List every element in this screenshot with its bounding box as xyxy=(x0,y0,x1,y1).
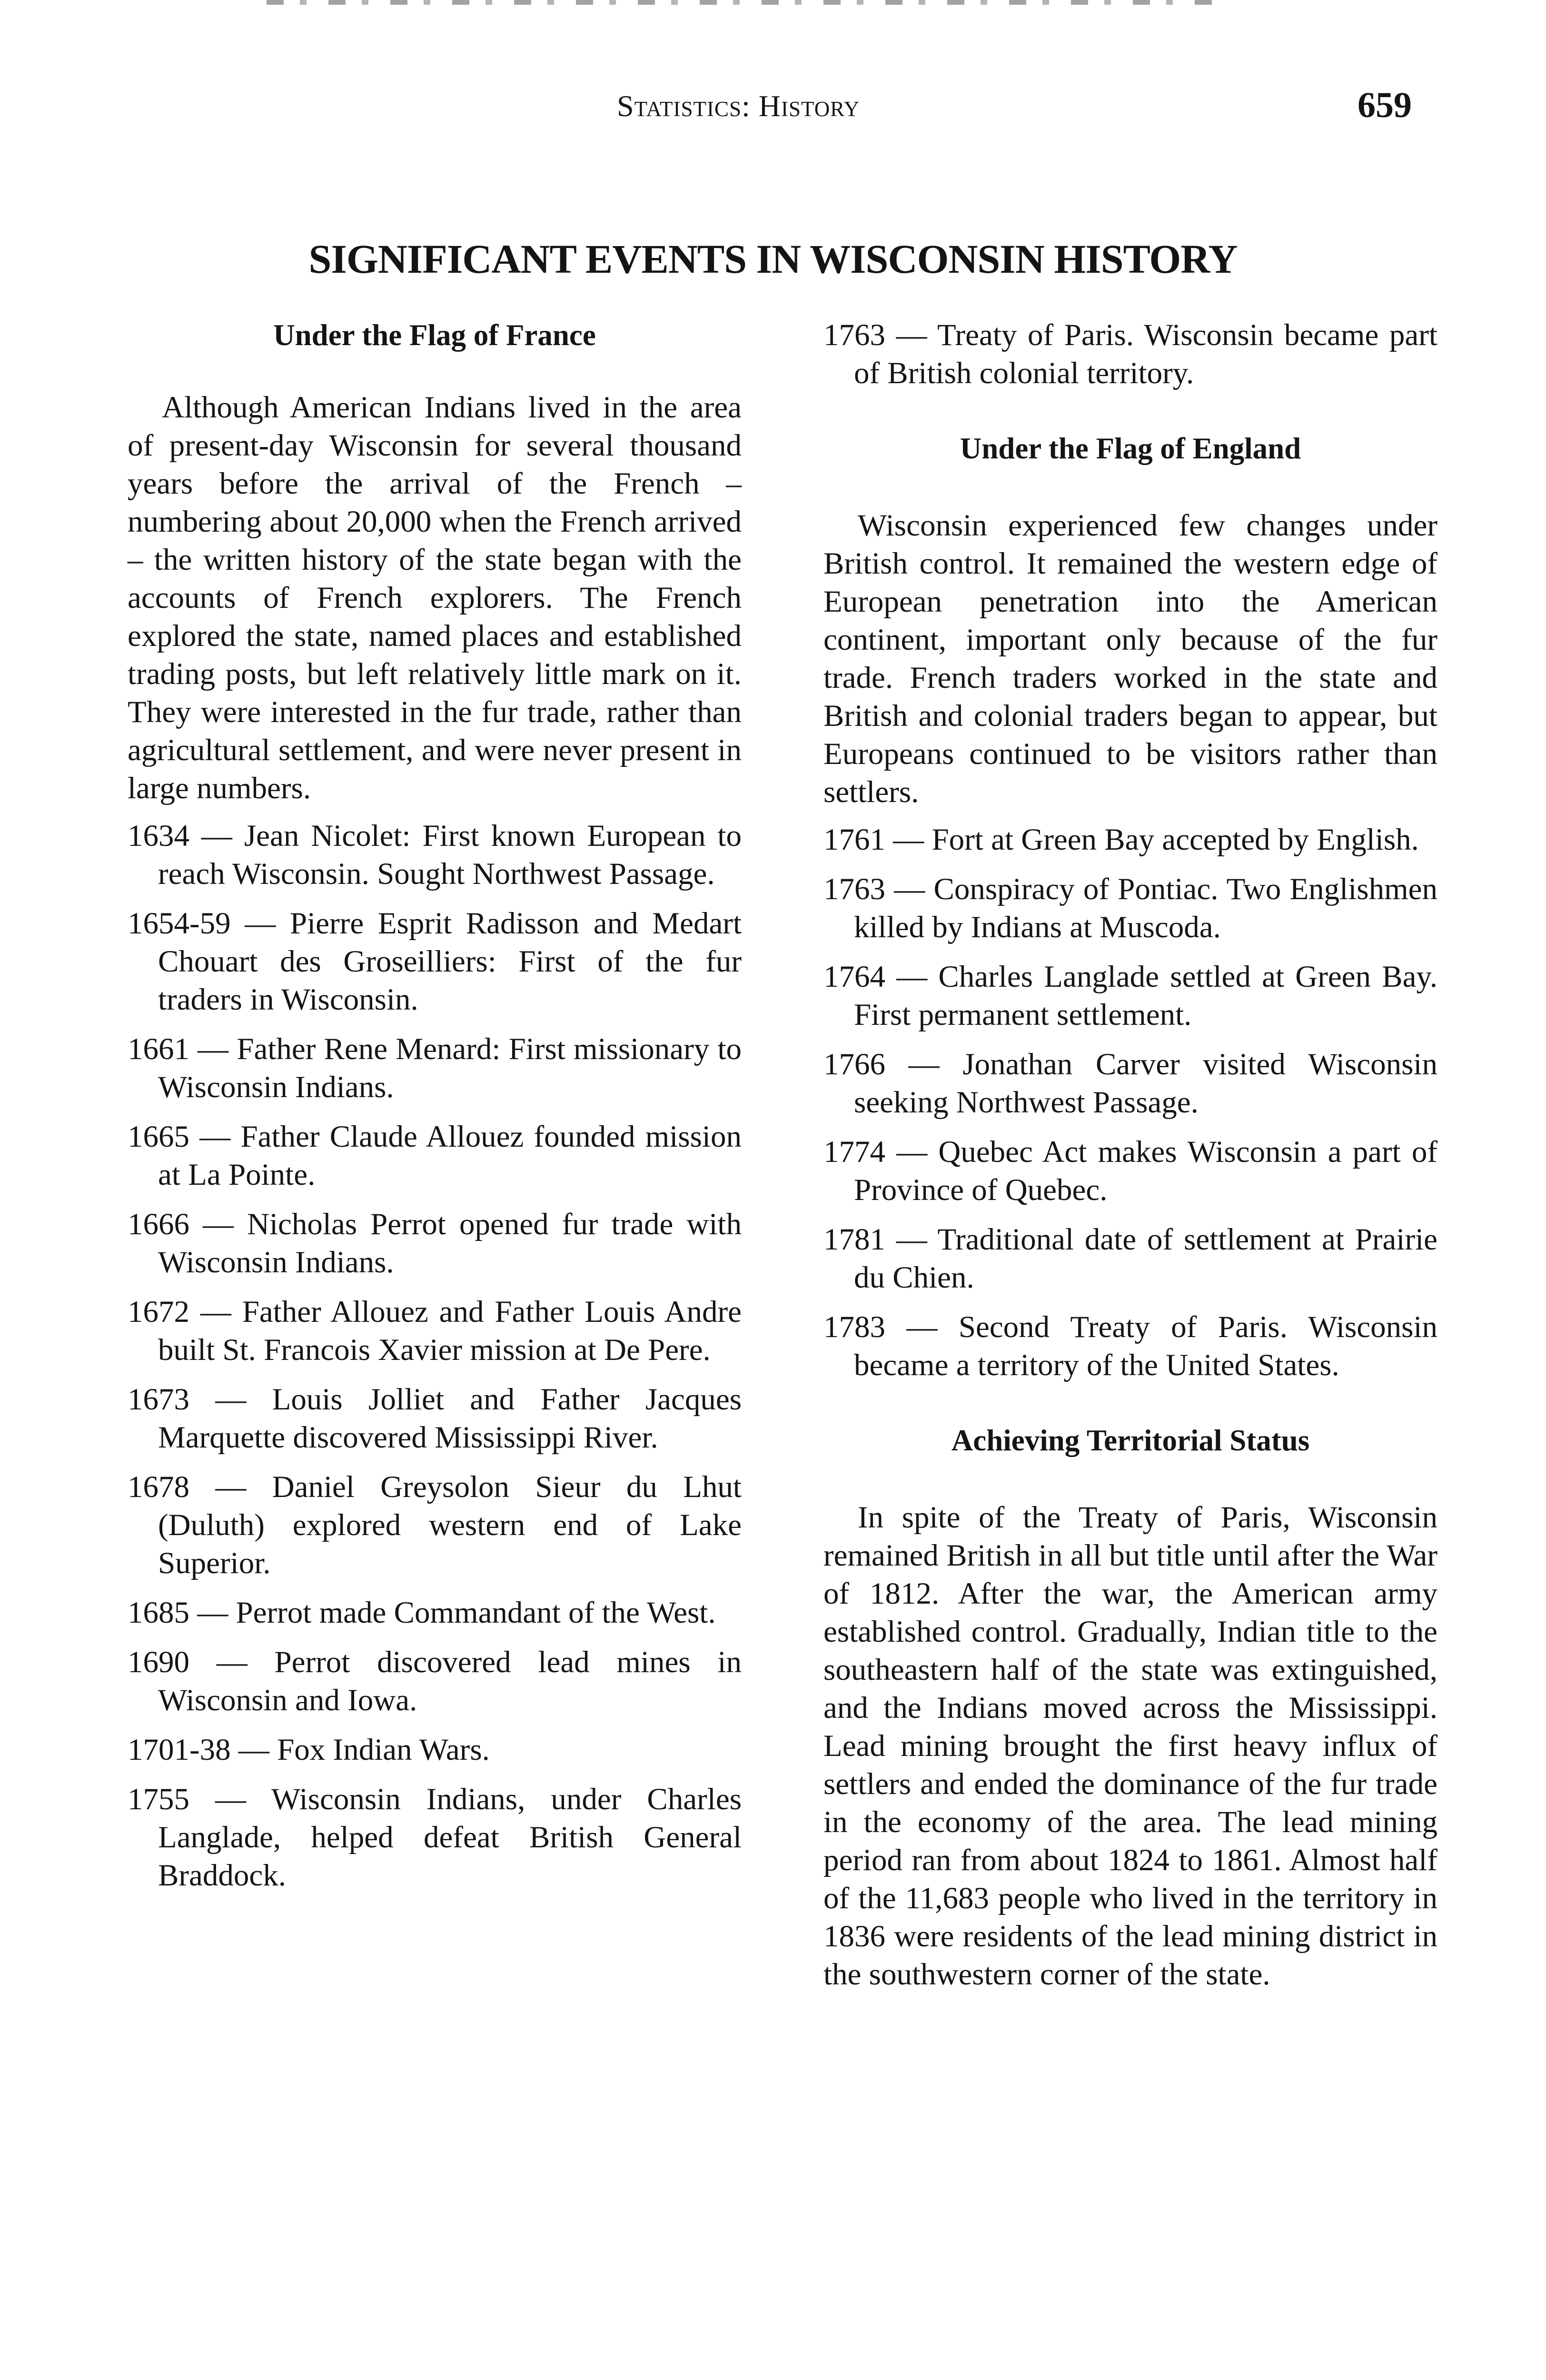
event-entry: 1690 — Perrot discovered lead mines in Wisconsin and Iowa. xyxy=(128,1645,742,1717)
event-entry: 1678 — Daniel Greysolon Sieur du Lhut (Duluth) explored western end of Lake Superior. xyxy=(128,1470,742,1580)
england-intro-paragraph: Wisconsin experienced few changes under British control. It remained the western edge of European penetration into the American continent, important only because of the fur trade. French traders worked in the state and British and colonial traders began to appear, but Europeans continued to be visitors rather than settlers. xyxy=(823,508,1437,809)
event-entry: 1766 — Jonathan Carver visited Wisconsin seeking Northwest Passage. xyxy=(823,1047,1437,1120)
heading-territorial-status: Achieving Territorial Status xyxy=(951,1424,1310,1457)
event-entry: 1665 — Father Claude Allouez founded mission at La Pointe. xyxy=(128,1120,742,1192)
page-number: 659 xyxy=(1358,85,1412,125)
right-column xyxy=(823,316,1437,2003)
event-entry: 1634 — Jean Nicolet: First known European to reach Wisconsin. Sought Northwest Passage. xyxy=(128,819,742,891)
event-entry: 1672 — Father Allouez and Father Louis Andre built St. Francois Xavier mission at De Pere. xyxy=(128,1295,742,1367)
running-head-title: Statistics: History xyxy=(617,89,860,123)
event-entry: 1763 — Treaty of Paris. Wisconsin became part of British colonial territory. xyxy=(823,318,1437,390)
event-entry: 1666 — Nicholas Perrot opened fur trade with Wisconsin Indians. xyxy=(128,1207,742,1279)
scan-edge-artifact xyxy=(267,0,1228,5)
event-entry: 1783 — Second Treaty of Paris. Wisconsin became a territory of the United States. xyxy=(823,1310,1437,1382)
event-entry: 1755 — Wisconsin Indians, under Charles Langlade, helped defeat British General Braddock. xyxy=(128,1782,742,1893)
event-entry: 1701-38 — Fox Indian Wars. xyxy=(128,1733,490,1767)
event-entry: 1763 — Conspiracy of Pontiac. Two Englishmen killed by Indians at Muscoda. xyxy=(823,872,1437,944)
heading-flag-of-france: Under the Flag of France xyxy=(273,318,596,352)
event-entry: 1764 — Charles Langlade settled at Green Bay. First permanent settlement. xyxy=(823,960,1437,1032)
heading-flag-of-england: Under the Flag of England xyxy=(960,432,1301,465)
running-head xyxy=(0,85,1546,132)
event-entry: 1761 — Fort at Green Bay accepted by English. xyxy=(823,823,1419,857)
france-intro-paragraph: Although American Indians lived in the area of present-day Wisconsin for several thousand years before the arrival of the French – numbering about 20,000 when the French arrived – the written history of the state began with the accounts of French explorers. The French explored the state, named places and established trading posts, but left relatively little mark on it. They were interested in the fur trade, rather than agricultural settlement, and were never present in large numbers. xyxy=(128,390,742,805)
page-title: SIGNIFICANT EVENTS IN WISCONSIN HISTORY xyxy=(308,236,1238,282)
event-entry: 1661 — Father Rene Menard: First missionary to Wisconsin Indians. xyxy=(128,1032,742,1104)
event-entry: 1673 — Louis Jolliet and Father Jacques Marquette discovered Mississippi River. xyxy=(128,1382,742,1455)
event-entry: 1654-59 — Pierre Esprit Radisson and Medart Chouart des Groseilliers: First of the fur traders in Wisconsin. xyxy=(128,906,742,1017)
territorial-intro-paragraph: In spite of the Treaty of Paris, Wisconsin remained British in all but title until after the War of 1812. After the war, the American army established control. Gradually, Indian title to the southeastern half of the state was extinguished, and the Indians moved across the Mississippi. Lead mining brought the first heavy influx of settlers and ended the dominance of the fur trade in the economy of the area. The lead mining period ran from about 1824 to 1861. Almost half of the 11,683 people who lived in the territory in 1836 were residents of the lead mining district in the southwestern corner of the state. xyxy=(823,1500,1437,1992)
left-column xyxy=(128,316,742,1906)
event-entry: 1685 — Perrot made Commandant of the West. xyxy=(128,1596,716,1630)
event-entry: 1781 — Traditional date of settlement at Prairie du Chien. xyxy=(823,1222,1437,1295)
event-entry: 1774 — Quebec Act makes Wisconsin a part of Province of Quebec. xyxy=(823,1135,1437,1207)
